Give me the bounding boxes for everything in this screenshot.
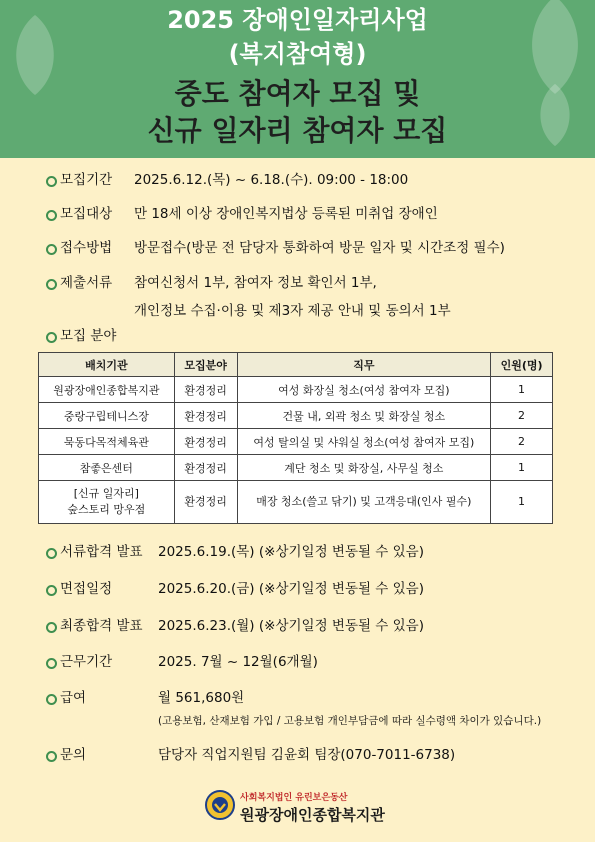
table-cell: 원광장애인종합복지관 [39,377,175,403]
table-cell: 1 [491,377,553,403]
organization-subtitle: 사회복지법인 유린보은동산 [240,793,348,803]
table-cell: 2 [491,429,553,455]
table-cell: 1 [491,481,553,524]
info-label: 급여 [60,690,87,706]
table-cell: 중랑구립테니스장 [39,403,175,429]
info-label: 모집대상 [60,206,113,222]
table-cell-line: 숲스토리 망우점 [67,503,146,516]
table-cell: 여성 화장실 청소(여성 참여자 모집) [237,377,490,403]
info-value: 2025.6.12.(목) ~ 6.18.(수). 09:00 - 18:00 [134,172,409,188]
bullet-icon [46,176,57,187]
table-header: 직무 [237,353,490,377]
table-row [39,377,553,403]
footer [0,790,595,835]
table-cell: 환경정리 [174,481,237,524]
info-label: 접수방법 [60,240,113,256]
organization-logo-icon [205,790,235,820]
info-value: 참여신청서 1부, 참여자 정보 확인서 1부, [134,275,377,291]
header-banner [0,0,595,158]
table-cell: 매장 청소(쓸고 닦기) 및 고객응대(인사 필수) [237,481,490,524]
title-line-3: 중도 참여자 모집 및 [174,77,421,110]
table-header: 모집분야 [174,353,237,377]
bullet-icon [46,210,57,221]
bullet-icon [46,622,57,633]
info-label: 제출서류 [60,275,113,291]
info-value: 2025. 7월 ~ 12월(6개월) [158,654,318,670]
table-cell: 참좋은센터 [39,455,175,481]
bullet-icon [46,694,57,705]
info-value: 2025.6.23.(월) (※상기일정 변동될 수 있음) [158,618,424,634]
table-header-row [39,353,553,377]
bullet-icon [46,279,57,290]
info-value: 담당자 직업지원팀 김윤회 팀장(070-7011-6738) [158,747,456,763]
table-row [39,481,553,524]
bullet-icon [46,658,57,669]
info-label: 면접일정 [60,581,113,597]
bullet-icon [46,244,57,255]
info-value: 2025.6.20.(금) (※상기일정 변동될 수 있음) [158,581,424,597]
bullet-icon [46,548,57,559]
title-line-1: 2025 장애인일자리사업 [167,6,428,34]
info-value: 2025.6.19.(목) (※상기일정 변동될 수 있음) [158,544,424,560]
info-label: 문의 [60,747,87,763]
info-value: 만 18세 이상 장애인복지법상 등록된 미취업 장애인 [134,206,438,222]
table-cell: 계단 청소 및 화장실, 사무실 청소 [237,455,490,481]
table-cell [39,481,175,524]
table-cell: 환경정리 [174,455,237,481]
table-cell: 환경정리 [174,403,237,429]
info-value: 개인정보 수집·이용 및 제3자 제공 안내 및 동의서 1부 [134,303,451,319]
info-value: 방문접수(방문 전 담당자 통화하여 방문 일자 및 시간조정 필수) [134,240,505,256]
table-cell: 환경정리 [174,377,237,403]
bullet-icon [46,751,57,762]
table-row [39,455,553,481]
table-header: 배치기관 [39,353,175,377]
organization-name: 원광장애인종합복지관 [240,806,385,824]
info-label: 모집기간 [60,172,113,188]
table-row [39,403,553,429]
title-line-4: 신규 일자리 참여자 모집 [147,114,448,147]
info-value: 월 561,680원 [158,690,245,706]
info-label: 최종합격 발표 [60,618,143,634]
info-label: 서류합격 발표 [60,544,143,560]
info-label: 모집 분야 [60,328,117,344]
recruitment-table [38,352,553,524]
info-note: (고용보험, 산재보험 가입 / 고용보험 개인부담금에 따라 실수령액 차이가 있습니다.) [158,715,542,727]
table-row [39,429,553,455]
title-line-2: (복지참여형) [228,40,367,68]
bullet-icon [46,332,57,343]
table-cell: 환경정리 [174,429,237,455]
table-cell: 묵동다목적체육관 [39,429,175,455]
bullet-icon [46,585,57,596]
table-cell: 2 [491,403,553,429]
table-cell: 건물 내, 외곽 청소 및 화장실 청소 [237,403,490,429]
table-cell: 1 [491,455,553,481]
table-cell: 여성 탈의실 및 샤워실 청소(여성 참여자 모집) [237,429,490,455]
info-label: 근무기간 [60,654,113,670]
table-header: 인원(명) [491,353,553,377]
table-cell-line: [신규 일자리] [73,487,139,501]
